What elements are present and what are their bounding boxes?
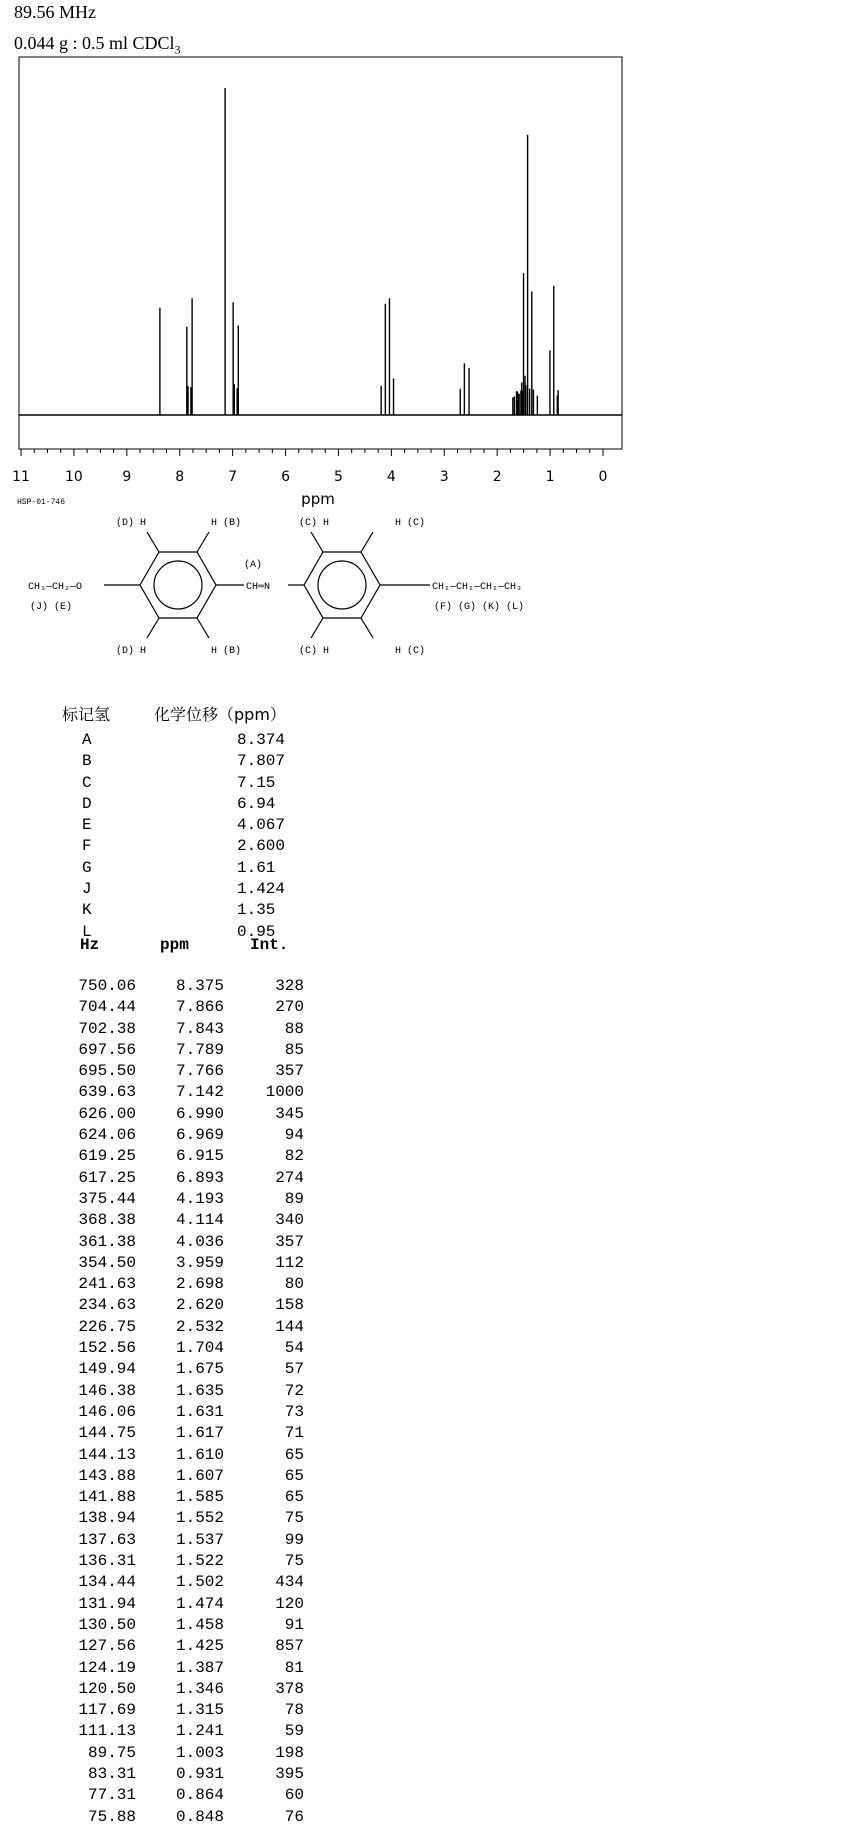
peak-int: 76 bbox=[284, 1807, 304, 1826]
peak-ppm: 4.114 bbox=[175, 1211, 224, 1230]
peak-hz: 127.56 bbox=[78, 1637, 136, 1656]
x-tick-label: 10 bbox=[64, 469, 83, 485]
peak-ppm: 0.931 bbox=[175, 1764, 224, 1783]
peak-ppm: 7.789 bbox=[175, 1040, 224, 1059]
peak-int: 60 bbox=[284, 1786, 304, 1805]
peak-hz: 124.19 bbox=[78, 1658, 136, 1677]
peak-hz: 138.94 bbox=[78, 1509, 136, 1528]
peak-row bbox=[0, 1295, 320, 1316]
peak-hz: 695.50 bbox=[78, 1062, 136, 1081]
ppm-header: ppm bbox=[160, 936, 189, 954]
bond-hb-bottom bbox=[197, 618, 209, 638]
peak-row bbox=[0, 1082, 320, 1103]
peak-hz: 143.88 bbox=[78, 1466, 136, 1485]
benzene-ring-left bbox=[140, 552, 216, 618]
label-c-h-bottom: (C) H bbox=[299, 646, 330, 657]
peak-row bbox=[0, 1594, 320, 1615]
x-tick-label: 3 bbox=[439, 469, 449, 485]
sample-subscript: 3 bbox=[174, 42, 181, 57]
peak-int: 112 bbox=[275, 1253, 304, 1272]
peak-row bbox=[0, 1530, 320, 1551]
peak-row bbox=[0, 997, 320, 1018]
peak-row bbox=[0, 1338, 320, 1359]
peak-int: 1000 bbox=[265, 1083, 304, 1102]
peak-ppm: 1.387 bbox=[175, 1658, 224, 1677]
peak-int: 120 bbox=[275, 1594, 304, 1613]
peak-row bbox=[0, 1359, 320, 1380]
peak-int: 144 bbox=[275, 1317, 304, 1336]
peak-ppm: 2.698 bbox=[175, 1275, 224, 1294]
peak-int: 378 bbox=[275, 1679, 304, 1698]
peak-int: 80 bbox=[284, 1275, 304, 1294]
label-d-h-bottom: (D) H bbox=[116, 646, 147, 657]
assignment-label: C bbox=[82, 773, 92, 792]
structure-code: HSP-01-746 bbox=[17, 498, 66, 507]
peak-row bbox=[0, 1061, 320, 1082]
peak-hz: 130.50 bbox=[78, 1615, 136, 1634]
peak-int: 71 bbox=[284, 1424, 304, 1443]
peak-hz: 144.75 bbox=[78, 1424, 136, 1443]
peak-int: 328 bbox=[275, 977, 304, 995]
peak-int: 99 bbox=[284, 1530, 304, 1549]
peak-row bbox=[0, 1189, 320, 1210]
peak-ppm: 1.502 bbox=[175, 1573, 224, 1592]
assignment-shift: 7.15 bbox=[237, 773, 276, 792]
peak-hz: 134.44 bbox=[78, 1573, 136, 1592]
benzene-ring-right bbox=[304, 552, 380, 618]
label-h-b-top: H (B) bbox=[211, 518, 242, 529]
peak-ppm: 1.607 bbox=[175, 1466, 224, 1485]
peak-hz: 146.06 bbox=[78, 1402, 136, 1421]
peak-int: 198 bbox=[275, 1743, 304, 1762]
bond-dh-bottom bbox=[147, 618, 159, 638]
hz-header: Hz bbox=[80, 936, 100, 954]
bond-hb-top bbox=[197, 532, 209, 552]
peak-row bbox=[0, 1572, 320, 1593]
peak-row bbox=[0, 1232, 320, 1253]
label-ch-eq-n: CH═N bbox=[246, 582, 271, 593]
peak-ppm: 1.675 bbox=[175, 1360, 224, 1379]
peak-row bbox=[0, 1743, 320, 1764]
aromatic-circle-right bbox=[318, 561, 366, 609]
col-label-header: 标记氢 bbox=[62, 705, 111, 724]
peak-hz: 619.25 bbox=[78, 1147, 136, 1166]
label-h-c-top: H (C) bbox=[395, 518, 426, 529]
peak-row bbox=[0, 1019, 320, 1040]
peak-row bbox=[0, 1274, 320, 1295]
peak-int: 857 bbox=[275, 1637, 304, 1656]
assignment-label: L bbox=[82, 922, 92, 941]
label-right-chain: CH₂—CH₂—CH₂—CH₃ bbox=[432, 582, 523, 593]
peak-hz: 146.38 bbox=[78, 1381, 136, 1400]
peak-int: 357 bbox=[275, 1062, 304, 1081]
peak-row bbox=[0, 976, 320, 997]
peak-ppm: 1.585 bbox=[175, 1488, 224, 1507]
x-tick-label: 7 bbox=[228, 469, 238, 485]
peak-hz: 75.88 bbox=[87, 1807, 136, 1826]
peak-ppm: 1.631 bbox=[175, 1402, 224, 1421]
peak-row bbox=[0, 1423, 320, 1444]
peak-int: 274 bbox=[275, 1168, 304, 1187]
peak-row bbox=[0, 1721, 320, 1742]
peak-hz: 624.06 bbox=[78, 1126, 136, 1145]
peak-hz: 137.63 bbox=[78, 1530, 136, 1549]
peak-ppm: 1.522 bbox=[175, 1552, 224, 1571]
peak-row bbox=[0, 1807, 320, 1828]
assignment-shift: 7.807 bbox=[237, 752, 286, 771]
peak-hz: 626.00 bbox=[78, 1104, 136, 1123]
col-shift-header: 化学位移（ppm） bbox=[154, 705, 286, 724]
peak-ppm: 7.766 bbox=[175, 1062, 224, 1081]
peak-ppm: 4.036 bbox=[175, 1232, 224, 1251]
x-tick-label: 1 bbox=[545, 469, 555, 485]
peak-int: 65 bbox=[284, 1488, 304, 1507]
peak-hz: 83.31 bbox=[87, 1764, 136, 1783]
peak-int: 57 bbox=[284, 1360, 304, 1379]
peak-ppm: 7.142 bbox=[175, 1083, 224, 1102]
peak-hz: 750.06 bbox=[78, 977, 136, 995]
peak-table bbox=[0, 976, 320, 1828]
x-tick-label: 8 bbox=[175, 469, 185, 485]
peak-hz: 368.38 bbox=[78, 1211, 136, 1230]
assignment-label: G bbox=[82, 858, 92, 877]
peak-hz: 117.69 bbox=[78, 1701, 136, 1720]
peak-hz: 361.38 bbox=[78, 1232, 136, 1251]
peak-ppm: 1.003 bbox=[175, 1743, 224, 1762]
assignment-shift: 1.61 bbox=[237, 858, 276, 877]
bond-ch-top bbox=[311, 532, 323, 552]
peak-int: 340 bbox=[275, 1211, 304, 1230]
assignment-shift: 8.374 bbox=[237, 731, 286, 749]
peak-ppm: 2.532 bbox=[175, 1317, 224, 1336]
peak-row bbox=[0, 1785, 320, 1806]
assignment-shift: 6.94 bbox=[237, 794, 276, 813]
label-h-b-bottom: H (B) bbox=[211, 646, 242, 657]
peak-int: 85 bbox=[284, 1040, 304, 1059]
peak-ppm: 3.959 bbox=[175, 1253, 224, 1272]
label-left-chain: CH₃—CH₂—O bbox=[28, 582, 83, 593]
peak-int: 75 bbox=[284, 1552, 304, 1571]
peak-hz: 241.63 bbox=[78, 1275, 136, 1294]
peak-row bbox=[0, 1381, 320, 1402]
peak-ppm: 6.915 bbox=[175, 1147, 224, 1166]
peak-ppm: 1.610 bbox=[175, 1445, 224, 1464]
x-tick-label: 0 bbox=[598, 469, 608, 485]
label-a: (A) bbox=[244, 560, 263, 571]
x-tick-label: 2 bbox=[492, 469, 502, 485]
peak-int: 158 bbox=[275, 1296, 304, 1315]
label-d-h-top: (D) H bbox=[116, 518, 147, 529]
peak-ppm: 7.843 bbox=[175, 1019, 224, 1038]
peak-row bbox=[0, 1508, 320, 1529]
peak-ppm: 1.425 bbox=[175, 1637, 224, 1656]
peak-ppm: 6.990 bbox=[175, 1104, 224, 1123]
assignment-shift: 0.95 bbox=[237, 922, 276, 941]
peak-hz: 617.25 bbox=[78, 1168, 136, 1187]
peak-row bbox=[0, 1487, 320, 1508]
assignment-label: B bbox=[82, 752, 92, 771]
label-je: (J) (E) bbox=[30, 602, 73, 613]
peak-int: 73 bbox=[284, 1402, 304, 1421]
peak-row bbox=[0, 1615, 320, 1636]
sample-text: 0.044 g : 0.5 ml CDCl bbox=[14, 33, 175, 53]
peak-ppm: 0.864 bbox=[175, 1786, 224, 1805]
peak-ppm: 6.893 bbox=[175, 1168, 224, 1187]
peak-hz: 234.63 bbox=[78, 1296, 136, 1315]
peak-row bbox=[0, 1210, 320, 1231]
peak-ppm: 1.241 bbox=[175, 1722, 224, 1741]
x-tick-label: 9 bbox=[122, 469, 132, 485]
peak-ppm: 7.866 bbox=[175, 998, 224, 1017]
peak-int: 270 bbox=[275, 998, 304, 1017]
peak-hz: 77.31 bbox=[87, 1786, 136, 1805]
peak-row bbox=[0, 1658, 320, 1679]
assignment-label: D bbox=[82, 794, 92, 813]
peak-row bbox=[0, 1551, 320, 1572]
peak-int: 91 bbox=[284, 1615, 304, 1634]
peak-row bbox=[0, 1104, 320, 1125]
peak-int: 81 bbox=[284, 1658, 304, 1677]
peak-hz: 89.75 bbox=[87, 1743, 136, 1762]
peak-hz: 639.63 bbox=[78, 1083, 136, 1102]
assignment-label: K bbox=[82, 901, 92, 920]
assignment-shift: 2.600 bbox=[237, 837, 286, 856]
peak-row bbox=[0, 1445, 320, 1466]
frequency-text: 89.56 MHz bbox=[14, 2, 96, 22]
peak-ppm: 1.458 bbox=[175, 1615, 224, 1634]
peak-hz: 111.13 bbox=[78, 1722, 136, 1741]
peak-int: 65 bbox=[284, 1445, 304, 1464]
peak-ppm: 4.193 bbox=[175, 1189, 224, 1208]
peak-hz: 144.13 bbox=[78, 1445, 136, 1464]
peak-int: 75 bbox=[284, 1509, 304, 1528]
peak-ppm: 0.848 bbox=[175, 1807, 224, 1826]
assignment-label: F bbox=[82, 837, 92, 856]
peak-row bbox=[0, 1040, 320, 1061]
label-fgkl: (F) (G) (K) (L) bbox=[434, 602, 525, 613]
bond-ch-bottom bbox=[311, 618, 323, 638]
peak-ppm: 1.537 bbox=[175, 1530, 224, 1549]
bond-hc-top bbox=[361, 532, 373, 552]
peak-row bbox=[0, 1402, 320, 1423]
assignment-shift: 4.067 bbox=[237, 816, 286, 835]
peak-row bbox=[0, 1466, 320, 1487]
x-tick-label: 6 bbox=[281, 469, 291, 485]
assignment-label: A bbox=[82, 731, 92, 749]
int-header: Int. bbox=[250, 936, 289, 954]
peak-row bbox=[0, 1125, 320, 1146]
peak-int: 395 bbox=[275, 1764, 304, 1783]
assignment-header bbox=[62, 702, 286, 725]
peak-row bbox=[0, 1679, 320, 1700]
peak-int: 434 bbox=[275, 1573, 304, 1592]
peak-hz: 136.31 bbox=[78, 1552, 136, 1571]
peak-ppm: 2.620 bbox=[175, 1296, 224, 1315]
assignment-label: E bbox=[82, 816, 92, 835]
peak-ppm: 8.375 bbox=[175, 977, 224, 995]
x-tick-label: 11 bbox=[12, 469, 30, 485]
peak-int: 89 bbox=[284, 1189, 304, 1208]
peak-ppm: 1.704 bbox=[175, 1339, 224, 1358]
assignment-label: J bbox=[82, 880, 92, 899]
peak-int: 72 bbox=[284, 1381, 304, 1400]
aromatic-circle-left bbox=[154, 561, 202, 609]
peak-int: 54 bbox=[284, 1339, 304, 1358]
peak-hz: 226.75 bbox=[78, 1317, 136, 1336]
peak-int: 88 bbox=[284, 1019, 304, 1038]
peak-hz: 152.56 bbox=[78, 1339, 136, 1358]
peak-ppm: 1.474 bbox=[175, 1594, 224, 1613]
bond-dh-top bbox=[147, 532, 159, 552]
label-c-h-top: (C) H bbox=[299, 518, 330, 529]
peak-hz: 702.38 bbox=[78, 1019, 136, 1038]
peak-hz: 697.56 bbox=[78, 1040, 136, 1059]
peak-row bbox=[0, 1317, 320, 1338]
peak-ppm: 1.635 bbox=[175, 1381, 224, 1400]
peak-hz: 131.94 bbox=[78, 1594, 136, 1613]
peak-row bbox=[0, 1636, 320, 1657]
peak-int: 78 bbox=[284, 1701, 304, 1720]
x-tick-label: 5 bbox=[333, 469, 343, 485]
peak-row bbox=[0, 1146, 320, 1167]
bond-hc-bottom bbox=[361, 618, 373, 638]
peak-row bbox=[0, 1168, 320, 1189]
peak-ppm: 6.969 bbox=[175, 1126, 224, 1145]
assignment-shift: 1.424 bbox=[237, 880, 286, 899]
peak-hz: 704.44 bbox=[78, 998, 136, 1017]
peak-row bbox=[0, 1253, 320, 1274]
peak-hz: 149.94 bbox=[78, 1360, 136, 1379]
peak-hz: 120.50 bbox=[78, 1679, 136, 1698]
assignment-shift: 1.35 bbox=[237, 901, 276, 920]
peak-row bbox=[0, 1764, 320, 1785]
x-axis-label: ppm bbox=[301, 490, 335, 508]
label-h-c-bottom: H (C) bbox=[395, 646, 426, 657]
peak-ppm: 1.552 bbox=[175, 1509, 224, 1528]
peak-int: 345 bbox=[275, 1104, 304, 1123]
peak-row bbox=[0, 1700, 320, 1721]
peak-int: 82 bbox=[284, 1147, 304, 1166]
peak-hz: 375.44 bbox=[78, 1189, 136, 1208]
molecule-structure bbox=[0, 0, 850, 670]
peak-hz: 354.50 bbox=[78, 1253, 136, 1272]
peak-ppm: 1.346 bbox=[175, 1679, 224, 1698]
peak-int: 94 bbox=[284, 1126, 304, 1145]
peak-int: 65 bbox=[284, 1466, 304, 1485]
peak-ppm: 1.617 bbox=[175, 1424, 224, 1443]
peak-hz: 141.88 bbox=[78, 1488, 136, 1507]
peak-int: 357 bbox=[275, 1232, 304, 1251]
peak-int: 59 bbox=[284, 1722, 304, 1741]
x-tick-label: 4 bbox=[386, 469, 396, 485]
peak-ppm: 1.315 bbox=[175, 1701, 224, 1720]
